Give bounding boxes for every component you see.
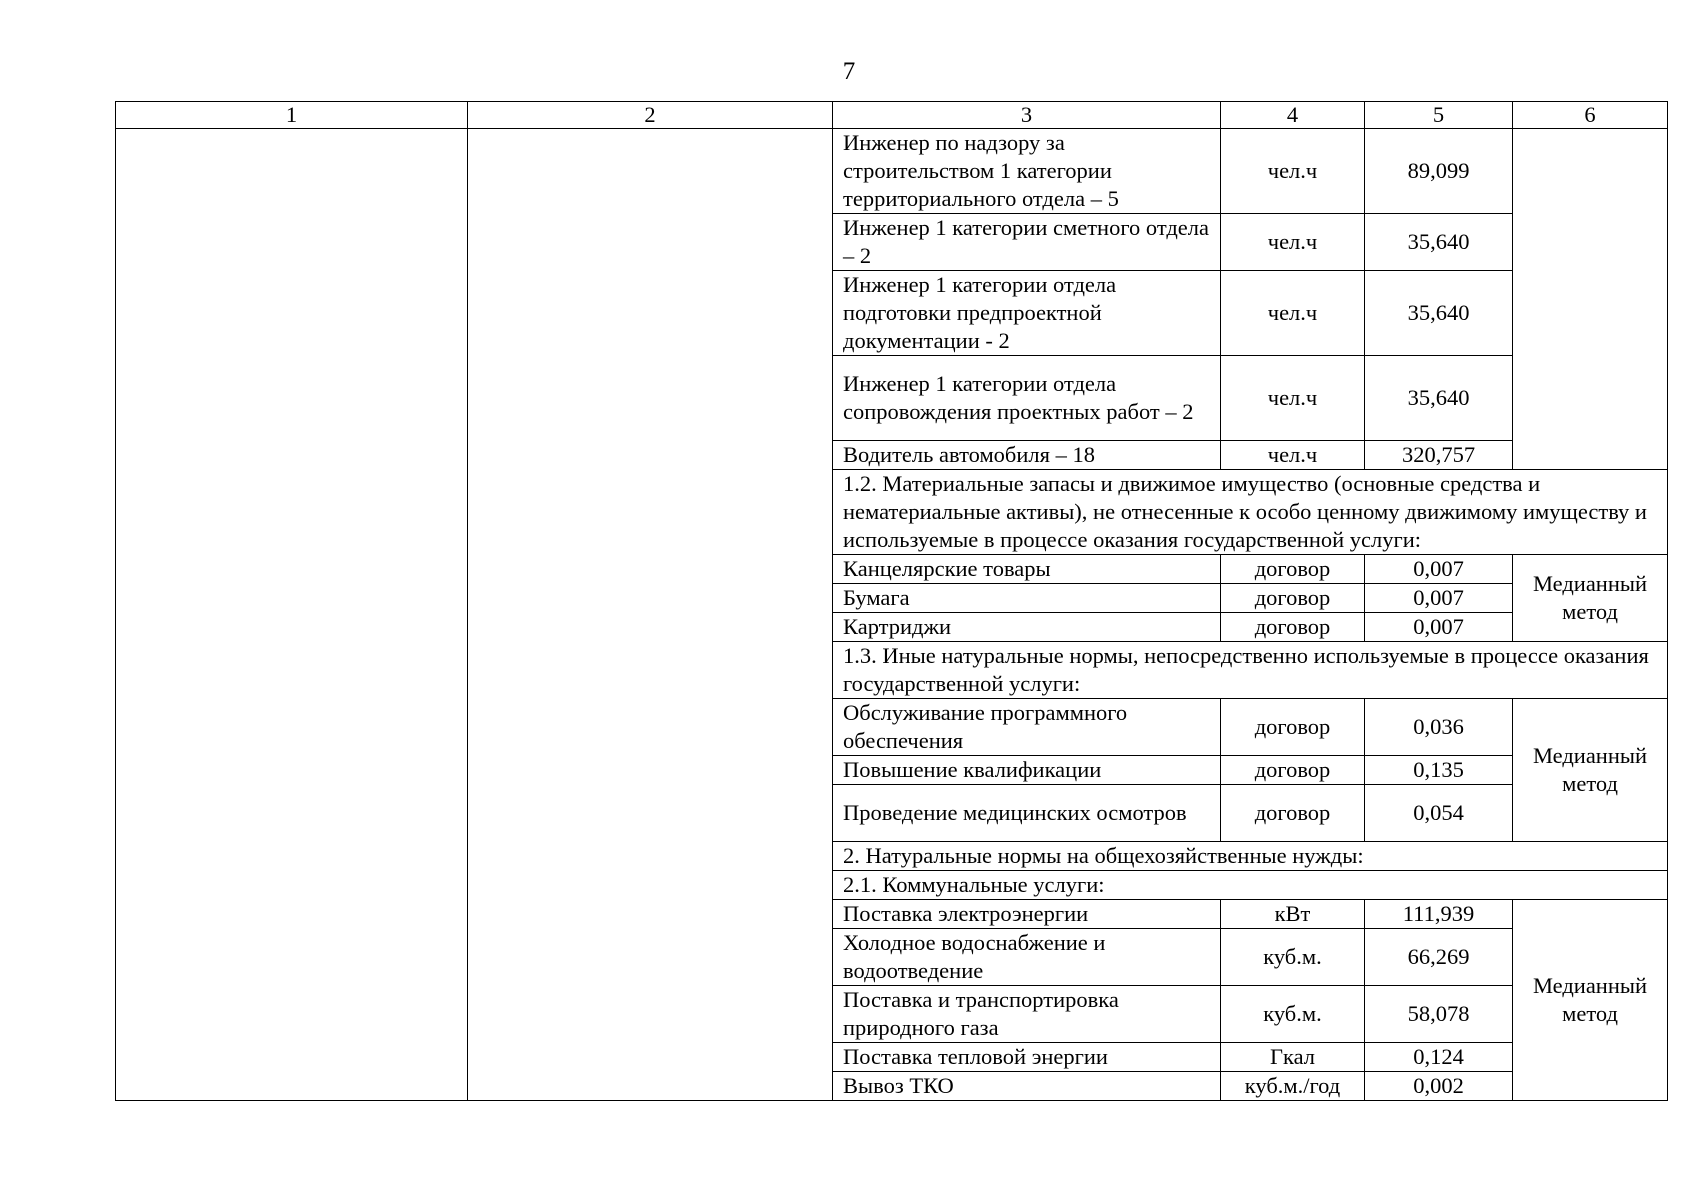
norm-value: 0,007 xyxy=(1365,555,1513,584)
method-cell-empty xyxy=(1513,129,1668,470)
norm-value: 111,939 xyxy=(1365,900,1513,929)
norm-value: 0,054 xyxy=(1365,785,1513,842)
norm-value: 58,078 xyxy=(1365,986,1513,1043)
norm-value: 35,640 xyxy=(1365,271,1513,356)
norm-unit: договор xyxy=(1221,555,1365,584)
column-header-3: 3 xyxy=(833,102,1221,129)
norm-name: Холодное водоснабжение и водоотведение xyxy=(833,929,1221,986)
norm-value: 66,269 xyxy=(1365,929,1513,986)
norm-unit: договор xyxy=(1221,756,1365,785)
table-row xyxy=(116,129,1668,214)
norm-value: 0,007 xyxy=(1365,613,1513,642)
norm-name: Поставка и транспортировка природного газа xyxy=(833,986,1221,1043)
norm-name: Картриджи xyxy=(833,613,1221,642)
column-header-5: 5 xyxy=(1365,102,1513,129)
norm-name: Инженер 1 категории сметного отдела – 2 xyxy=(833,214,1221,271)
norm-value: 320,757 xyxy=(1365,441,1513,470)
norm-name: Обслуживание программного обеспечения xyxy=(833,699,1221,756)
norm-unit: куб.м. xyxy=(1221,929,1365,986)
norm-name: Инженер 1 категории отдела подготовки предпроектной документации - 2 xyxy=(833,271,1221,356)
norm-unit: чел.ч xyxy=(1221,271,1365,356)
norm-name: Поставка тепловой энергии xyxy=(833,1043,1221,1072)
norm-value: 0,036 xyxy=(1365,699,1513,756)
column-header-4: 4 xyxy=(1221,102,1365,129)
method-cell: Медианный метод xyxy=(1513,900,1668,1101)
column-1-cell xyxy=(116,129,468,1101)
section-heading: 1.2. Материальные запасы и движимое имущество (основные средства и нематериальные активы), не отнесенные к особо ценному движимому имуществу и используемые в процессе оказания государственной услуги: xyxy=(833,470,1668,555)
norm-name: Бумага xyxy=(833,584,1221,613)
norm-value: 35,640 xyxy=(1365,356,1513,441)
norm-name: Вывоз ТКО xyxy=(833,1072,1221,1101)
norm-unit: договор xyxy=(1221,785,1365,842)
norm-unit: куб.м./год xyxy=(1221,1072,1365,1101)
norm-unit: Гкал xyxy=(1221,1043,1365,1072)
method-cell: Медианный метод xyxy=(1513,699,1668,842)
norm-unit: кВт xyxy=(1221,900,1365,929)
norms-table xyxy=(115,101,1668,1101)
norm-value: 35,640 xyxy=(1365,214,1513,271)
norm-value: 0,002 xyxy=(1365,1072,1513,1101)
norm-unit: договор xyxy=(1221,584,1365,613)
norm-value: 0,124 xyxy=(1365,1043,1513,1072)
norm-unit: чел.ч xyxy=(1221,129,1365,214)
norm-name: Поставка электроэнергии xyxy=(833,900,1221,929)
norm-name: Водитель автомобиля – 18 xyxy=(833,441,1221,470)
norm-unit: договор xyxy=(1221,613,1365,642)
header-row xyxy=(116,102,1668,129)
norm-unit: чел.ч xyxy=(1221,356,1365,441)
column-2-cell xyxy=(468,129,833,1101)
norm-value: 0,135 xyxy=(1365,756,1513,785)
norm-value: 89,099 xyxy=(1365,129,1513,214)
column-header-6: 6 xyxy=(1513,102,1668,129)
section-heading: 2.1. Коммунальные услуги: xyxy=(833,871,1668,900)
norm-unit: куб.м. xyxy=(1221,986,1365,1043)
norm-value: 0,007 xyxy=(1365,584,1513,613)
norm-unit: чел.ч xyxy=(1221,441,1365,470)
norm-name: Повышение квалификации xyxy=(833,756,1221,785)
norm-unit: чел.ч xyxy=(1221,214,1365,271)
section-heading: 2. Натуральные нормы на общехозяйственные нужды: xyxy=(833,842,1668,871)
column-header-2: 2 xyxy=(468,102,833,129)
norm-name: Канцелярские товары xyxy=(833,555,1221,584)
page-number: 7 xyxy=(842,58,856,85)
norm-name: Инженер по надзору за строительством 1 категории территориального отдела – 5 xyxy=(833,129,1221,214)
norm-name: Проведение медицинских осмотров xyxy=(833,785,1221,842)
method-cell: Медианный метод xyxy=(1513,555,1668,642)
norm-name: Инженер 1 категории отдела сопровождения проектных работ – 2 xyxy=(833,356,1221,441)
column-header-1: 1 xyxy=(116,102,468,129)
norm-unit: договор xyxy=(1221,699,1365,756)
section-heading: 1.3. Иные натуральные нормы, непосредственно используемые в процессе оказания государственной услуги: xyxy=(833,642,1668,699)
